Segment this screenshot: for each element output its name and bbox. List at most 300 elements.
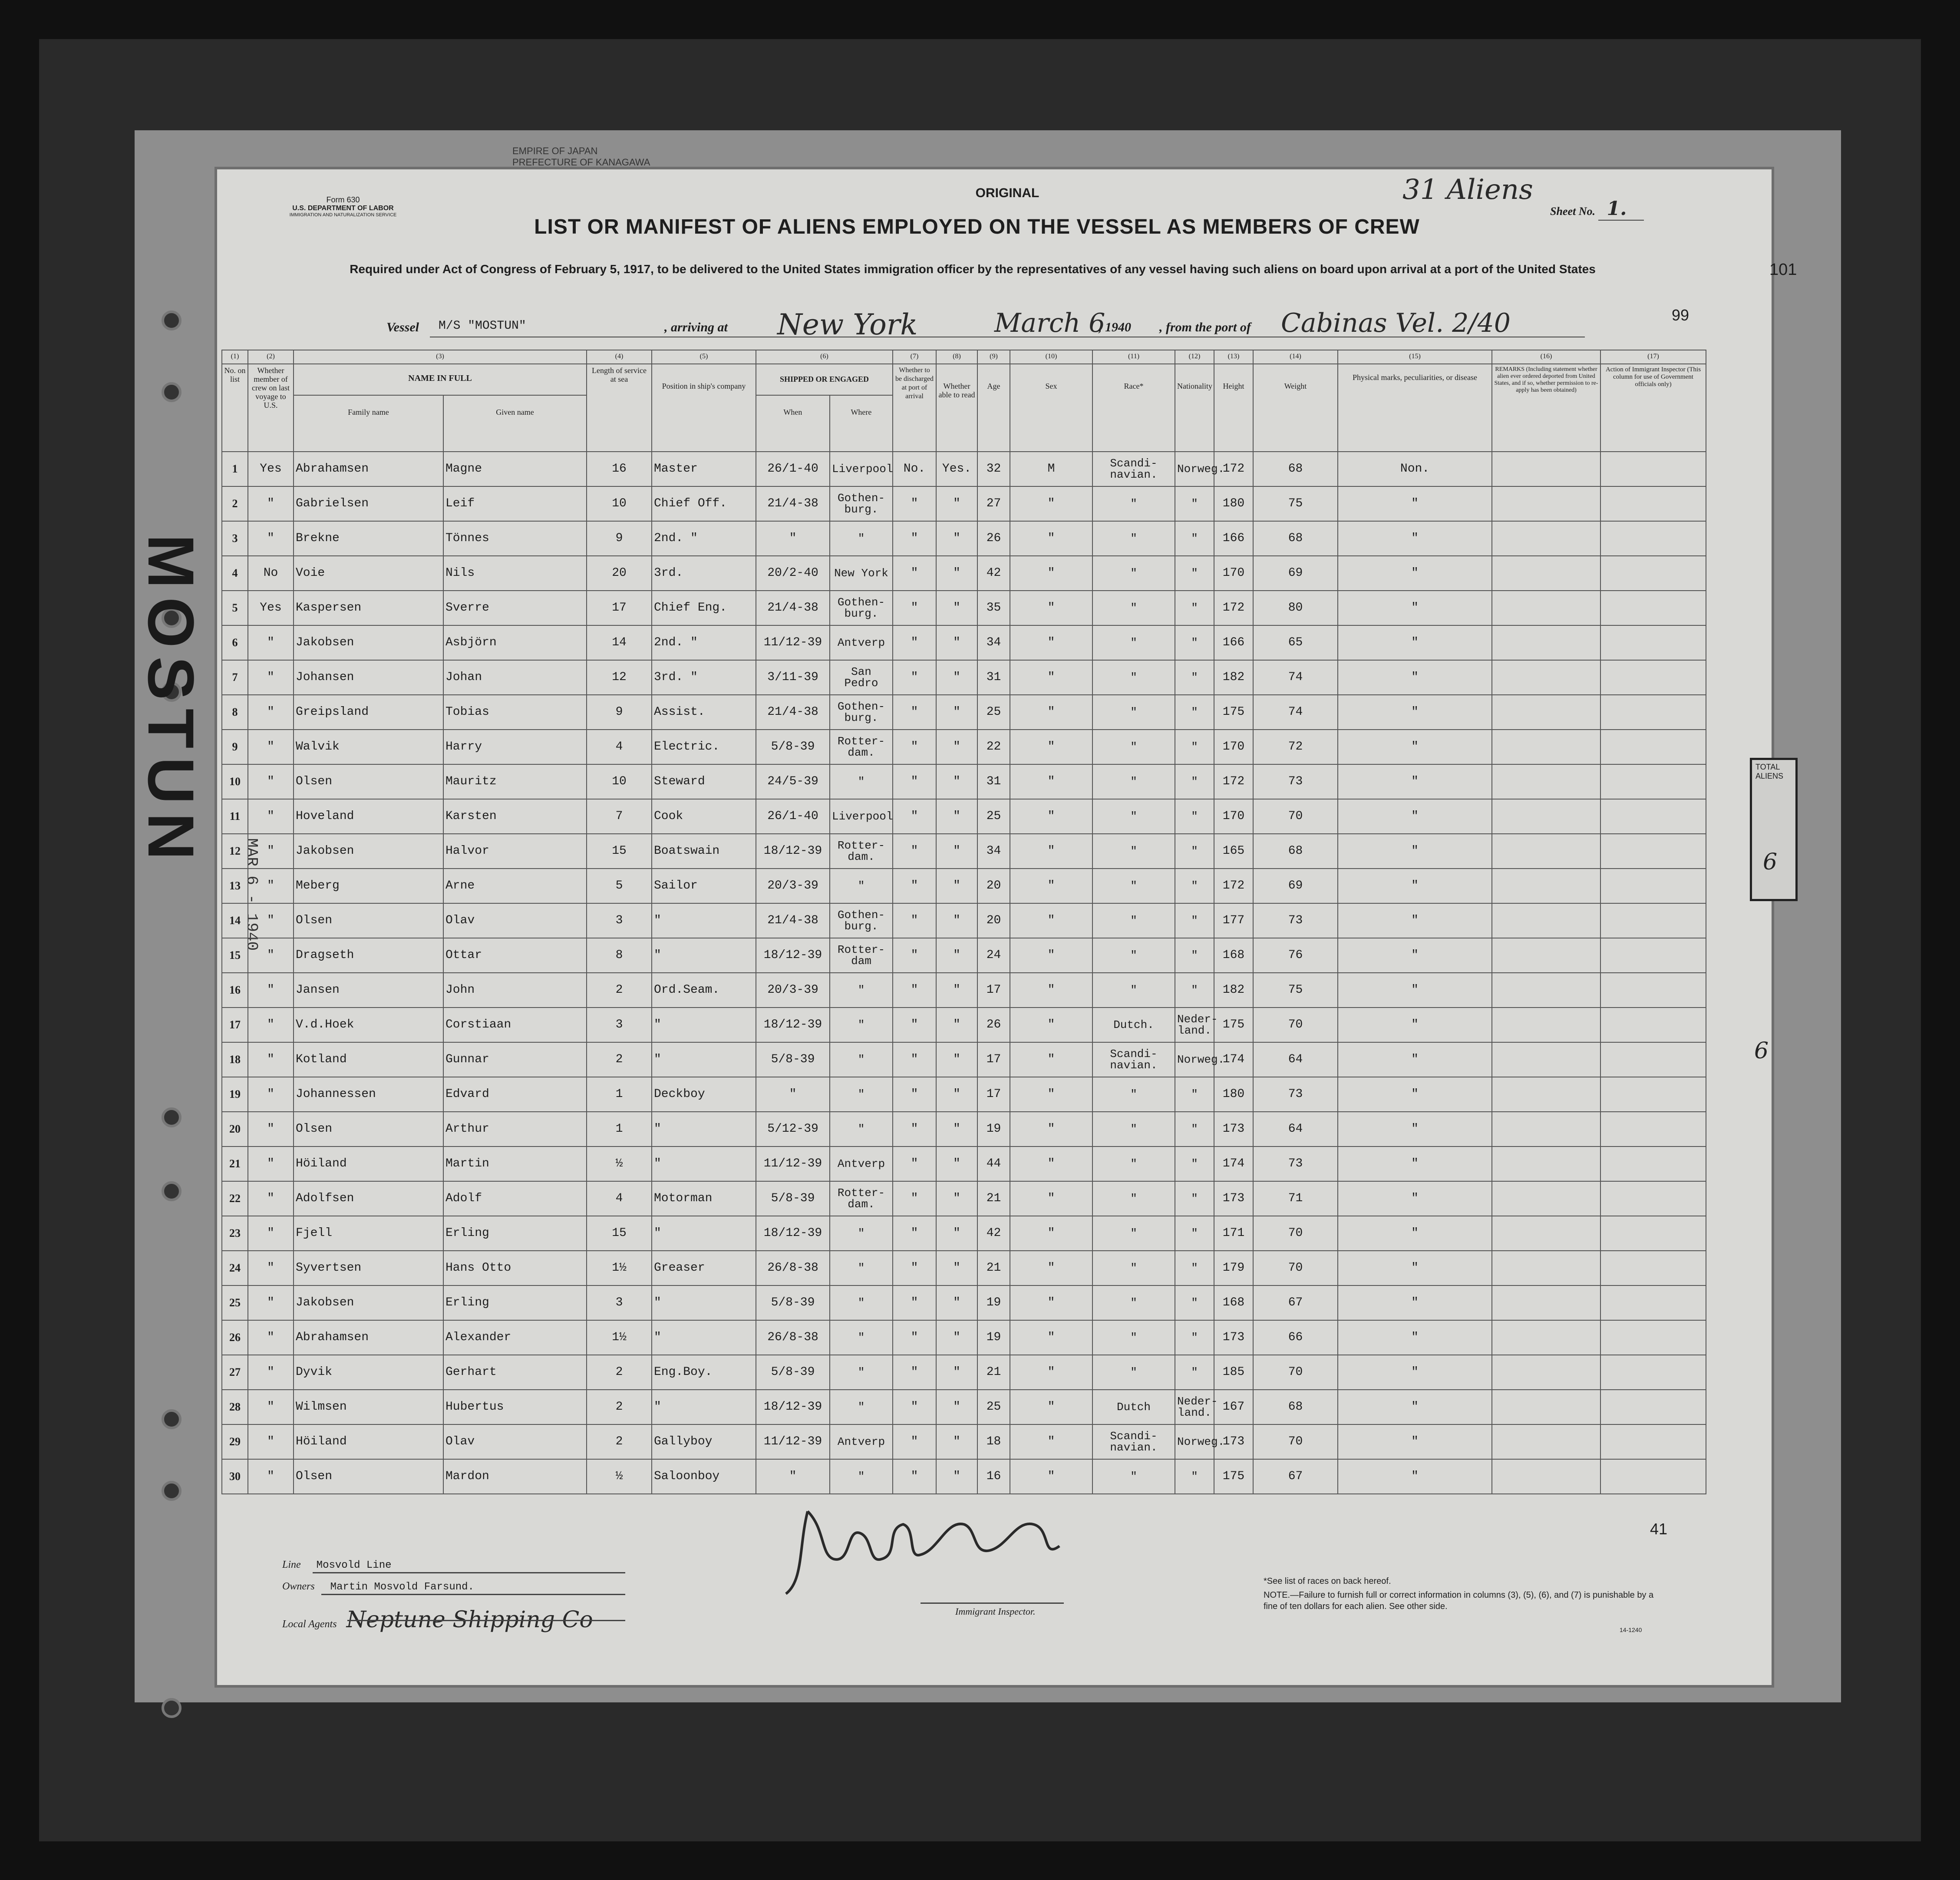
cell-weight: 64: [1253, 1042, 1338, 1077]
arrival-date: March 6: [994, 308, 1105, 338]
cell-read: ": [936, 1251, 977, 1285]
cell-position: ": [652, 1147, 756, 1181]
cell-marks: ": [1338, 521, 1492, 556]
cell-discharged: ": [893, 1355, 936, 1390]
cell-position: Saloonboy: [652, 1459, 756, 1494]
cell-remarks: [1492, 1285, 1600, 1320]
cell-height: 172: [1214, 869, 1253, 903]
cell-height: 180: [1214, 486, 1253, 521]
cell-age: 24: [977, 938, 1010, 973]
cell-marks: ": [1338, 625, 1492, 660]
cell-given-name: Edvard: [443, 1077, 587, 1112]
cell-given-name: Martin: [443, 1147, 587, 1181]
cell-given-name: Corstiaan: [443, 1008, 587, 1042]
cell-discharged: ": [893, 799, 936, 834]
cell-family-name: Kotland: [294, 1042, 443, 1077]
cell-length: 9: [587, 521, 652, 556]
cell-no: 7: [222, 660, 248, 695]
cell-action: [1600, 1390, 1706, 1424]
cell-given-name: Nils: [443, 556, 587, 591]
cell-remarks: [1492, 730, 1600, 764]
cell-sex: ": [1010, 1355, 1092, 1390]
cell-no: 3: [222, 521, 248, 556]
cell-sex: ": [1010, 1077, 1092, 1112]
cell-action: [1600, 591, 1706, 625]
cell-action: [1600, 695, 1706, 730]
cell-discharged: ": [893, 660, 936, 695]
cell-discharged: ": [893, 1390, 936, 1424]
cell-age: 42: [977, 1216, 1010, 1251]
cell-given-name: Mardon: [443, 1459, 587, 1494]
cell-where: ": [830, 1008, 893, 1042]
cell-age: 25: [977, 799, 1010, 834]
line-underline: [313, 1572, 625, 1573]
cell-when: 24/5-39: [756, 764, 830, 799]
cell-given-name: Olav: [443, 1424, 587, 1459]
cell-read: ": [936, 799, 977, 834]
cell-action: [1600, 1112, 1706, 1147]
cell-age: 27: [977, 486, 1010, 521]
cell-sex: ": [1010, 1181, 1092, 1216]
cell-weight: 65: [1253, 625, 1338, 660]
cell-discharged: ": [893, 591, 936, 625]
cell-action: [1600, 1251, 1706, 1285]
cell-sex: ": [1010, 1424, 1092, 1459]
cell-sex: ": [1010, 938, 1092, 973]
cell-sex: ": [1010, 903, 1092, 938]
from-label: , from the port of: [1159, 320, 1251, 334]
sheet-number: 1.: [1598, 198, 1644, 221]
cell-where: Gothen- burg.: [830, 486, 893, 521]
table-row: [222, 1147, 1706, 1181]
cell-member: Yes: [248, 591, 294, 625]
cell-discharged: ": [893, 1424, 936, 1459]
cell-height: 167: [1214, 1390, 1253, 1424]
cell-nationality: ": [1175, 938, 1214, 973]
cell-given-name: Alexander: [443, 1320, 587, 1355]
table-row: [222, 1112, 1706, 1147]
cell-length: 17: [587, 591, 652, 625]
cell-where: ": [830, 1112, 893, 1147]
cell-discharged: No.: [893, 452, 936, 486]
cell-where: New York: [830, 556, 893, 591]
cell-discharged: ": [893, 521, 936, 556]
header-when: When: [756, 396, 830, 451]
cell-remarks: [1492, 452, 1600, 486]
cell-length: 3: [587, 903, 652, 938]
page-number-side: 99: [1672, 306, 1689, 324]
total-aliens-box: [1750, 758, 1798, 901]
table-row: [222, 1424, 1706, 1459]
cell-discharged: ": [893, 1077, 936, 1112]
table-row: [222, 1042, 1706, 1077]
bottom-page-number: 41: [1650, 1520, 1668, 1538]
cell-discharged: ": [893, 1251, 936, 1285]
cell-family-name: Abrahamsen: [294, 1320, 443, 1355]
cell-nationality: Norweg.: [1175, 452, 1214, 486]
colnum-5: (5): [652, 350, 756, 364]
cell-action: [1600, 1459, 1706, 1494]
cell-member: Yes: [248, 452, 294, 486]
cell-weight: 69: [1253, 869, 1338, 903]
cell-position: ": [652, 1112, 756, 1147]
cell-read: ": [936, 1042, 977, 1077]
cell-marks: ": [1338, 591, 1492, 625]
cell-weight: 68: [1253, 521, 1338, 556]
cell-given-name: Erling: [443, 1216, 587, 1251]
cell-age: 26: [977, 521, 1010, 556]
cell-read: ": [936, 1181, 977, 1216]
cell-position: ": [652, 1390, 756, 1424]
cell-sex: ": [1010, 834, 1092, 869]
cell-given-name: Arne: [443, 869, 587, 903]
cell-remarks: [1492, 1112, 1600, 1147]
cell-weight: 73: [1253, 903, 1338, 938]
cell-action: [1600, 834, 1706, 869]
cell-read: ": [936, 1216, 977, 1251]
cell-marks: Non.: [1338, 452, 1492, 486]
cell-member: ": [248, 938, 294, 973]
stamp-line-1: EMPIRE OF JAPAN: [512, 145, 598, 156]
cell-height: 182: [1214, 660, 1253, 695]
cell-nationality: ": [1175, 1320, 1214, 1355]
cell-height: 175: [1214, 1008, 1253, 1042]
cell-position: ": [652, 1042, 756, 1077]
cell-nationality: ": [1175, 1355, 1214, 1390]
cell-length: ½: [587, 1459, 652, 1494]
cell-position: Master: [652, 452, 756, 486]
cell-when: 18/12-39: [756, 834, 830, 869]
aliens-note: 31 Aliens: [1402, 174, 1533, 206]
cell-nationality: ": [1175, 695, 1214, 730]
cell-age: 17: [977, 1042, 1010, 1077]
cell-given-name: Karsten: [443, 799, 587, 834]
cell-height: 166: [1214, 521, 1253, 556]
cell-age: 19: [977, 1285, 1010, 1320]
cell-marks: ": [1338, 1251, 1492, 1285]
cell-read: ": [936, 938, 977, 973]
cell-position: 2nd. ": [652, 521, 756, 556]
table-row: [222, 1355, 1706, 1390]
binder-hole: [162, 1698, 181, 1718]
cell-when: ": [756, 521, 830, 556]
cell-race: ": [1092, 1181, 1175, 1216]
cell-family-name: Johansen: [294, 660, 443, 695]
department: U.S. DEPARTMENT OF LABOR: [292, 205, 394, 212]
cell-race: ": [1092, 1251, 1175, 1285]
cell-nationality: ": [1175, 591, 1214, 625]
cell-read: ": [936, 591, 977, 625]
cell-given-name: Halvor: [443, 834, 587, 869]
cell-sex: ": [1010, 730, 1092, 764]
cell-nationality: ": [1175, 1181, 1214, 1216]
inspector-label: Immigrant Inspector.: [955, 1606, 1036, 1617]
cell-discharged: ": [893, 486, 936, 521]
cell-no: 13: [222, 869, 248, 903]
cell-marks: ": [1338, 834, 1492, 869]
cell-nationality: ": [1175, 486, 1214, 521]
cell-when: 18/12-39: [756, 1390, 830, 1424]
table-row: [222, 1181, 1706, 1216]
cell-nationality: Neder- land.: [1175, 1008, 1214, 1042]
cell-nationality: ": [1175, 799, 1214, 834]
cell-when: 20/3-39: [756, 973, 830, 1008]
cell-position: 3rd.: [652, 556, 756, 591]
cell-weight: 70: [1253, 1355, 1338, 1390]
cell-family-name: Fjell: [294, 1216, 443, 1251]
header-age: Age: [977, 364, 1010, 452]
cell-nationality: ": [1175, 973, 1214, 1008]
cell-age: 31: [977, 660, 1010, 695]
cell-member: ": [248, 486, 294, 521]
cell-action: [1600, 1355, 1706, 1390]
cell-when: 26/8-38: [756, 1251, 830, 1285]
cell-member: ": [248, 1077, 294, 1112]
cell-action: [1600, 1424, 1706, 1459]
cell-member: ": [248, 625, 294, 660]
cell-given-name: Adolf: [443, 1181, 587, 1216]
cell-length: 3: [587, 1285, 652, 1320]
table-row: [222, 1320, 1706, 1355]
cell-race: Dutch: [1092, 1390, 1175, 1424]
cell-action: [1600, 869, 1706, 903]
cell-action: [1600, 1077, 1706, 1112]
colnum-16: (16): [1492, 350, 1600, 364]
line-value: Mosvold Line: [316, 1560, 392, 1571]
cell-family-name: Olsen: [294, 903, 443, 938]
cell-height: 177: [1214, 903, 1253, 938]
cell-nationality: ": [1175, 1112, 1214, 1147]
margin-date-stamp: MAR 6 - 1940: [243, 838, 261, 951]
cell-sex: ": [1010, 1112, 1092, 1147]
cell-nationality: Neder- land.: [1175, 1390, 1214, 1424]
header-read: Whether able to read: [936, 364, 977, 452]
from-port: Cabinas Vel. 2/40: [1281, 308, 1511, 338]
cell-family-name: Höiland: [294, 1424, 443, 1459]
cell-when: 20/2-40: [756, 556, 830, 591]
cell-sex: ": [1010, 521, 1092, 556]
table-row: [222, 764, 1706, 799]
header-race: Race*: [1092, 364, 1175, 452]
cell-no: 6: [222, 625, 248, 660]
service: IMMIGRATION AND NATURALIZATION SERVICE: [289, 212, 397, 218]
cell-where: ": [830, 521, 893, 556]
cell-given-name: Magne: [443, 452, 587, 486]
cell-position: Steward: [652, 764, 756, 799]
cell-where: San Pedro: [830, 660, 893, 695]
cell-family-name: Olsen: [294, 1112, 443, 1147]
cell-nationality: ": [1175, 1251, 1214, 1285]
cell-member: ": [248, 1008, 294, 1042]
cell-height: 171: [1214, 1216, 1253, 1251]
crew-manifest-table: [221, 350, 1706, 1494]
cell-sex: ": [1010, 764, 1092, 799]
cell-remarks: [1492, 1008, 1600, 1042]
cell-read: ": [936, 834, 977, 869]
cell-where: ": [830, 1216, 893, 1251]
owners-value: Martin Mosvold Farsund.: [330, 1581, 474, 1593]
cell-remarks: [1492, 903, 1600, 938]
header-given: Given name: [496, 408, 534, 416]
cell-weight: 70: [1253, 1008, 1338, 1042]
cell-length: 2: [587, 1042, 652, 1077]
cell-member: ": [248, 1355, 294, 1390]
cell-race: Dutch.: [1092, 1008, 1175, 1042]
cell-marks: ": [1338, 1285, 1492, 1320]
fine-note: NOTE.—Failure to furnish full or correct information in columns (3), (5), (6), and (7) is punishable by a fine of ten dollars for each alien. See other side.: [1264, 1590, 1654, 1611]
cell-race: Scandi- navian.: [1092, 452, 1175, 486]
form-title: LIST OR MANIFEST OF ALIENS EMPLOYED ON THE VESSEL AS MEMBERS OF CREW: [534, 215, 1420, 238]
cell-when: 21/4-38: [756, 486, 830, 521]
form-subtitle: Required under Act of Congress of February 5, 1917, to be delivered to the United States immigration officer by the representatives of any vessel having such aliens on board upon arrival at a port of the United States: [350, 262, 1596, 276]
header-where: Where: [851, 408, 872, 416]
cell-family-name: Meberg: [294, 869, 443, 903]
cell-action: [1600, 1285, 1706, 1320]
cell-remarks: [1492, 1251, 1600, 1285]
cell-action: [1600, 730, 1706, 764]
cell-race: Scandi- navian.: [1092, 1042, 1175, 1077]
cell-discharged: ": [893, 730, 936, 764]
cell-remarks: [1492, 1459, 1600, 1494]
line-label: Line: [282, 1559, 301, 1570]
cell-family-name: Olsen: [294, 1459, 443, 1494]
cell-where: Antverp: [830, 625, 893, 660]
cell-remarks: [1492, 1042, 1600, 1077]
cell-position: Eng.Boy.: [652, 1355, 756, 1390]
table-row: [222, 660, 1706, 695]
cell-weight: 66: [1253, 1320, 1338, 1355]
cell-discharged: ": [893, 625, 936, 660]
binder-hole: [162, 1181, 181, 1201]
cell-age: 31: [977, 764, 1010, 799]
cell-position: ": [652, 1008, 756, 1042]
cell-length: 2: [587, 1355, 652, 1390]
cell-age: 20: [977, 869, 1010, 903]
cell-action: [1600, 521, 1706, 556]
cell-remarks: [1492, 1077, 1600, 1112]
cell-sex: ": [1010, 1320, 1092, 1355]
cell-age: 18: [977, 1424, 1010, 1459]
cell-race: ": [1092, 1459, 1175, 1494]
cell-member: ": [248, 1390, 294, 1424]
cell-remarks: [1492, 1355, 1600, 1390]
cell-no: 17: [222, 1008, 248, 1042]
cell-height: 172: [1214, 452, 1253, 486]
cell-race: ": [1092, 973, 1175, 1008]
cell-remarks: [1492, 973, 1600, 1008]
cell-where: Gothen- burg.: [830, 591, 893, 625]
cell-race: ": [1092, 1355, 1175, 1390]
cell-read: ": [936, 973, 977, 1008]
cell-no: 8: [222, 695, 248, 730]
cell-action: [1600, 1042, 1706, 1077]
cell-age: 17: [977, 973, 1010, 1008]
cell-no: 14: [222, 903, 248, 938]
colnum-17: (17): [1600, 350, 1706, 364]
cell-race: ": [1092, 834, 1175, 869]
table-row: [222, 903, 1706, 938]
vessel-line: [386, 308, 1585, 341]
cell-remarks: [1492, 591, 1600, 625]
colnum-11: (11): [1092, 350, 1175, 364]
cell-age: 26: [977, 1008, 1010, 1042]
cell-sex: ": [1010, 1042, 1092, 1077]
cell-marks: ": [1338, 660, 1492, 695]
cell-where: ": [830, 1320, 893, 1355]
cell-discharged: ": [893, 1320, 936, 1355]
cell-remarks: [1492, 556, 1600, 591]
colnum-12: (12): [1175, 350, 1214, 364]
cell-marks: ": [1338, 764, 1492, 799]
cell-length: 7: [587, 799, 652, 834]
header-member: Whether member of crew on last voyage to U.S.: [248, 364, 294, 452]
cell-weight: 74: [1253, 660, 1338, 695]
cell-age: 35: [977, 591, 1010, 625]
cell-no: 28: [222, 1390, 248, 1424]
header-sex: Sex: [1010, 364, 1092, 452]
cell-member: ": [248, 1285, 294, 1320]
cell-height: 170: [1214, 799, 1253, 834]
cell-discharged: ": [893, 764, 936, 799]
cell-read: ": [936, 1077, 977, 1112]
cell-marks: ": [1338, 695, 1492, 730]
cell-discharged: ": [893, 1459, 936, 1494]
cell-member: ": [248, 834, 294, 869]
cell-action: [1600, 973, 1706, 1008]
cell-member: ": [248, 1459, 294, 1494]
cell-where: Gothen- burg.: [830, 695, 893, 730]
cell-age: 21: [977, 1181, 1010, 1216]
cell-member: ": [248, 1320, 294, 1355]
cell-no: 16: [222, 973, 248, 1008]
cell-when: 21/4-38: [756, 695, 830, 730]
cell-discharged: ": [893, 695, 936, 730]
cell-when: 26/8-38: [756, 1320, 830, 1355]
page-number-top: 101: [1769, 261, 1797, 279]
cell-where: Gothen- burg.: [830, 903, 893, 938]
cell-member: ": [248, 695, 294, 730]
cell-when: 5/8-39: [756, 1355, 830, 1390]
cell-length: ½: [587, 1147, 652, 1181]
cell-weight: 73: [1253, 764, 1338, 799]
cell-height: 182: [1214, 973, 1253, 1008]
cell-remarks: [1492, 1424, 1600, 1459]
cell-no: 22: [222, 1181, 248, 1216]
table-row: [222, 695, 1706, 730]
cell-sex: ": [1010, 1147, 1092, 1181]
cell-remarks: [1492, 521, 1600, 556]
cell-height: 173: [1214, 1181, 1253, 1216]
cell-length: 9: [587, 695, 652, 730]
cell-discharged: ": [893, 1008, 936, 1042]
cell-nationality: ": [1175, 903, 1214, 938]
cell-weight: 71: [1253, 1181, 1338, 1216]
cell-read: ": [936, 1008, 977, 1042]
cell-read: ": [936, 869, 977, 903]
cell-length: 2: [587, 1390, 652, 1424]
cell-given-name: Olav: [443, 903, 587, 938]
cell-family-name: Höiland: [294, 1147, 443, 1181]
cell-read: ": [936, 1112, 977, 1147]
cell-action: [1600, 1181, 1706, 1216]
cell-weight: 74: [1253, 695, 1338, 730]
cell-position: Deckboy: [652, 1077, 756, 1112]
cell-remarks: [1492, 486, 1600, 521]
cell-length: 15: [587, 834, 652, 869]
colnum-3: (3): [294, 350, 587, 364]
cell-length: 4: [587, 730, 652, 764]
cell-discharged: ": [893, 903, 936, 938]
